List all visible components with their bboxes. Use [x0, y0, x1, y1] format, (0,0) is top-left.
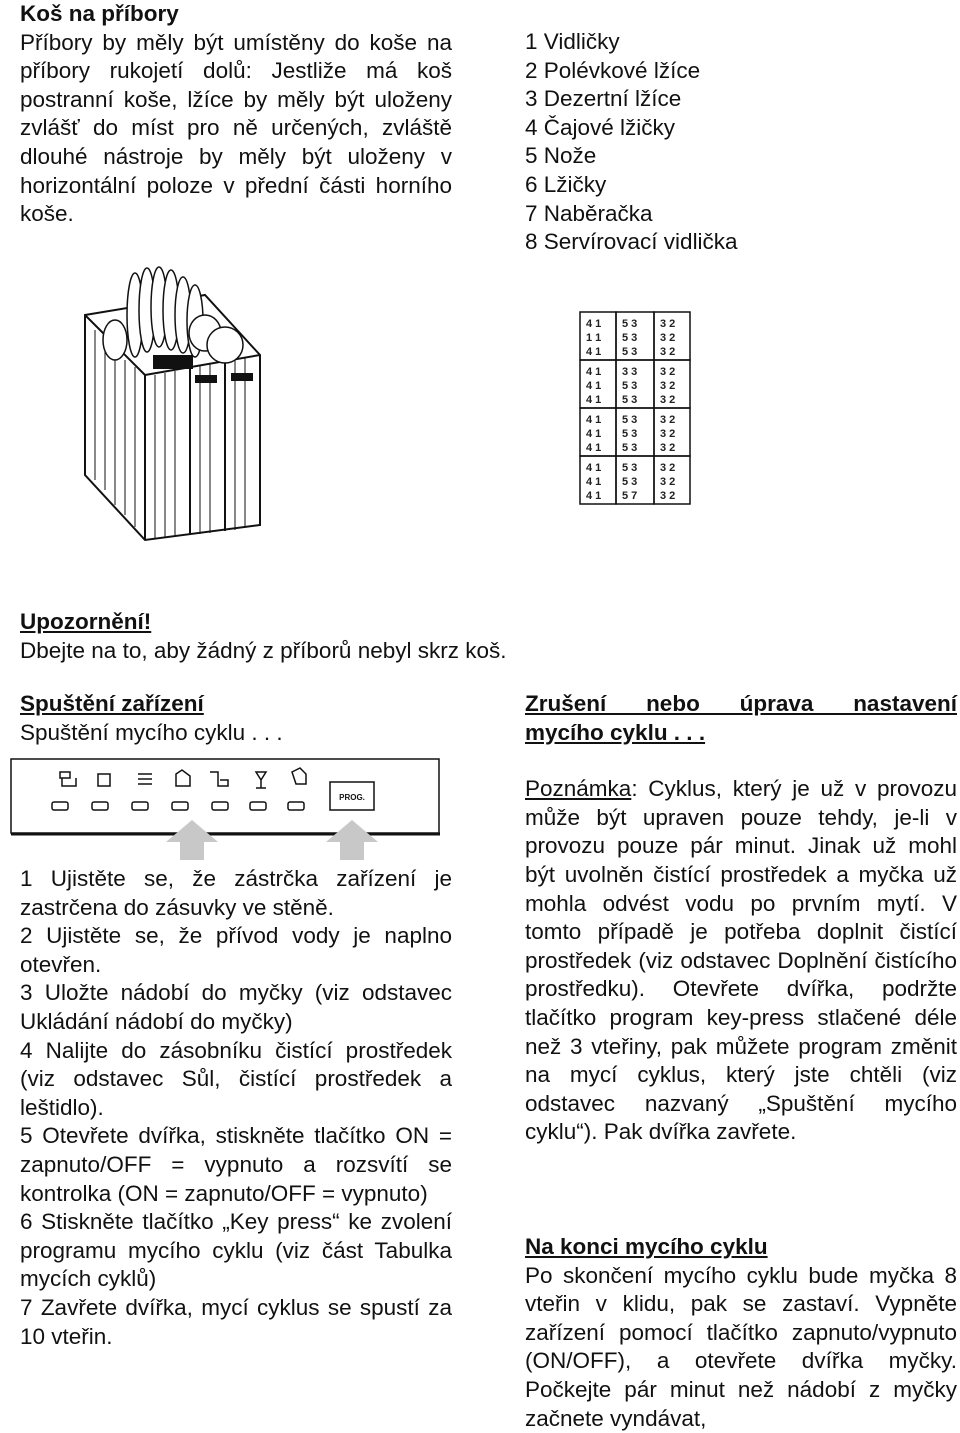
- warning-section: [20, 608, 920, 665]
- svg-text:5 3: 5 3: [622, 346, 638, 358]
- basket-heading: Koš na příbory: [20, 1, 179, 26]
- svg-text:3 2: 3 2: [660, 476, 676, 488]
- start-heading: Spuštění zařízení: [20, 691, 204, 716]
- step-item: 5 Otevřete dvířka, stiskněte tlačítko ON = zapnuto/OFF = vypnuto a rozsvítí se kontrolka (ON = zapnuto/OFF = vypnuto): [20, 1123, 452, 1206]
- svg-text:3 2: 3 2: [660, 346, 676, 358]
- legend-item: 2 Polévkové lžíce: [525, 57, 701, 83]
- svg-text:5 3: 5 3: [622, 462, 638, 474]
- svg-text:5 3: 5 3: [622, 332, 638, 344]
- cancel-section: [525, 690, 957, 1147]
- svg-text:4 1: 4 1: [586, 490, 602, 502]
- svg-text:3 2: 3 2: [660, 318, 676, 330]
- cancel-heading-line1: Zrušení nebo úprava nastavení: [525, 691, 957, 716]
- cutlery-basket-illustration: [75, 255, 285, 545]
- step-item: 1 Ujistěte se, že zástrčka zařízení je zastrčena do zásuvky ve stěně.: [20, 866, 452, 920]
- basket-text: Příbory by měly být umístěny do koše na příbory rukojetí dolů: Jestliže má koš postranní koše, lžíce by měly být uloženy zvlášť do míst pro ně určených, zvláště dlouhé nástroje by měly být uloženy v horizontální poloze v přední části horního koše.: [20, 29, 452, 227]
- svg-text:4 1: 4 1: [586, 476, 602, 488]
- svg-text:4 1: 4 1: [586, 318, 602, 330]
- svg-text:3 2: 3 2: [660, 366, 676, 378]
- cutlery-legend: [525, 28, 945, 257]
- note-label: Poznámka: [525, 776, 632, 802]
- basket-section: [20, 0, 452, 229]
- step-item: 7 Zavřete dvířka, mycí cyklus se spustí za 10 vteřin.: [20, 1294, 452, 1349]
- svg-text:5 3: 5 3: [622, 394, 638, 406]
- control-panel-illustration: [10, 758, 468, 862]
- legend-item: 4 Čajové lžičky: [525, 114, 676, 140]
- svg-text:3 2: 3 2: [660, 380, 676, 392]
- step-item: 2 Ujistěte se, že přívod vody je naplno otevřen.: [20, 923, 452, 977]
- cutlery-grid-diagram: [578, 310, 693, 508]
- svg-text:4 1: 4 1: [586, 442, 602, 454]
- svg-text:3 2: 3 2: [660, 490, 676, 502]
- svg-text:4 1: 4 1: [586, 380, 602, 392]
- warning-text: Dbejte na to, aby žádný z příborů nebyl skrz koš.: [20, 637, 507, 663]
- legend-item: 8 Servírovací vidlička: [525, 229, 738, 255]
- start-subheading: Spuštění mycího cyklu . . .: [20, 719, 283, 745]
- prog-button-label: PROG.: [339, 793, 365, 802]
- svg-text:3 2: 3 2: [660, 394, 676, 406]
- svg-text:3 2: 3 2: [660, 462, 676, 474]
- legend-item: 7 Naběračka: [525, 200, 653, 226]
- svg-text:3 2: 3 2: [660, 414, 676, 426]
- svg-text:4 1: 4 1: [586, 346, 602, 358]
- start-steps: [20, 865, 452, 1351]
- svg-text:5 3: 5 3: [622, 442, 638, 454]
- svg-text:5 3: 5 3: [622, 414, 638, 426]
- svg-text:5 3: 5 3: [622, 380, 638, 392]
- svg-text:5 3: 5 3: [622, 318, 638, 330]
- svg-text:1 1: 1 1: [586, 332, 602, 344]
- svg-text:5 3: 5 3: [622, 428, 638, 440]
- note-text: : Cyklus, který je už v provozu může být upraven pouze tehdy, je-li v provozu pouze pár minut. Jinak už mohl být uvolněn čistící prostředek a myčka už mohla odvést vodu po prvním mytí. V tomto případě je potřeba doplnit čistící prostředek (viz odstavec Doplnění čistícího prostředku). Otevřete dvířka, podržte tlačítko program key-press stlačené déle než 3 vteřiny, pak můžete program změnit na mycí cyklus, který jste chtěli (viz odstavec nazvaný „Spuštění mycího cyklu“). Pak dvířka zavřete.: [525, 776, 957, 1145]
- svg-text:4 1: 4 1: [586, 414, 602, 426]
- legend-item: 6 Lžičky: [525, 171, 607, 197]
- svg-text:5 3: 5 3: [622, 476, 638, 488]
- start-section: [20, 690, 452, 747]
- svg-text:3 2: 3 2: [660, 332, 676, 344]
- step-item: 4 Nalijte do zásobníku čistící prostředek (viz odstavec Sůl, čistící prostředek a leštidlo).: [20, 1037, 452, 1120]
- cancel-note: [525, 775, 957, 1147]
- svg-text:4 1: 4 1: [586, 428, 602, 440]
- end-heading: Na konci mycího cyklu: [525, 1234, 768, 1259]
- step-item: 6 Stiskněte tlačítko „Key press“ ke zvolení programu mycího cyklu (viz část Tabulka mycích cyklů): [20, 1209, 452, 1292]
- svg-text:5 7: 5 7: [622, 490, 638, 502]
- svg-text:4 1: 4 1: [586, 462, 602, 474]
- end-text: Po skončení mycího cyklu bude myčka 8 vteřin v klidu, pak se zastaví. Vypněte zařízení pomocí tlačítko zapnuto/vypnuto (ON/OFF), a otevřete dvířka myčky. Počkejte pár minut než nádobí z myčky začnete vyndávat,: [525, 1262, 957, 1431]
- svg-text:3 3: 3 3: [622, 366, 638, 378]
- end-section: [525, 1233, 957, 1433]
- svg-text:4 1: 4 1: [586, 366, 602, 378]
- step-item: 3 Uložte nádobí do myčky (viz odstavec Ukládání nádobí do myčky): [20, 980, 452, 1034]
- svg-text:4 1: 4 1: [586, 394, 602, 406]
- legend-item: 3 Dezertní lžíce: [525, 86, 682, 112]
- legend-item: 1 Vidličky: [525, 29, 620, 54]
- warning-heading: Upozornění!: [20, 609, 152, 634]
- svg-text:3 2: 3 2: [660, 428, 676, 440]
- svg-text:3 2: 3 2: [660, 442, 676, 454]
- cancel-heading-line2: mycího cyklu . . .: [525, 719, 706, 745]
- legend-item: 5 Nože: [525, 143, 597, 169]
